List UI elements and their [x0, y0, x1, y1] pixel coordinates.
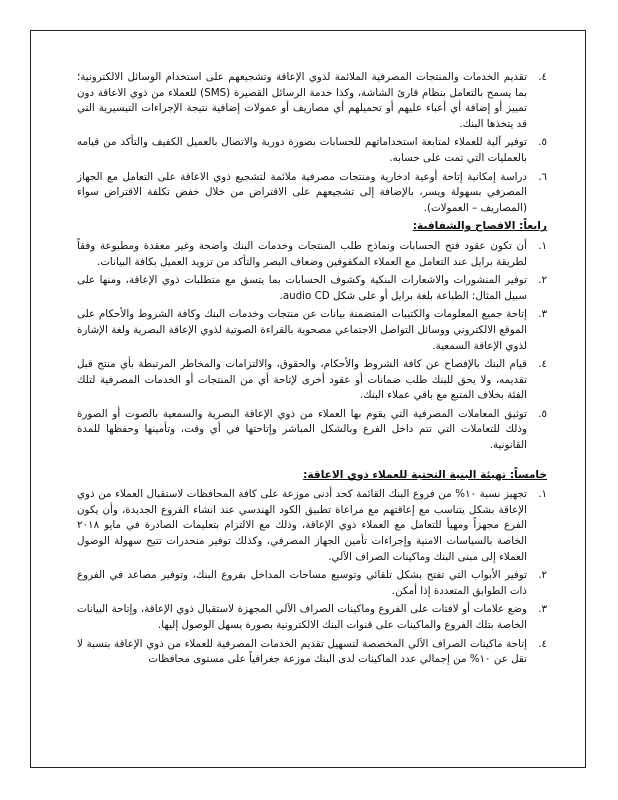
item-number: ٥.: [538, 136, 547, 149]
item-number: ٥.: [538, 407, 547, 420]
list-item: [77, 135, 547, 166]
item-number: ٦.: [538, 170, 547, 183]
item-text: قيام البنك بالإفصاح عن كافة الشروط والأحكام، والحقوق، والالتزامات والمخاطر المرتبطة بأي منتج قبل تقديمه، ولا يحق للبنك طلب ضمانات أو عقود أخرى لإتاحة أي من المنتجات أو الخدمات المصرفية لتلك الفئة بخلاف المتبع مع باقي عملاء البنك.: [77, 358, 527, 402]
item-text: أن تكون عقود فتح الحسابات ونماذج طلب المنتجات وخدمات البنك واضحة وغير معقدة ومطبوعة وفقاً لطريقة برايل عند التعامل مع العملاء المكفوفين وضعاف البصر والتأكد من تزويد العميل بكافة البيانات.: [77, 239, 527, 268]
section-heading-disclosure: رابعاً: الافصاح والشفافية:: [412, 220, 547, 233]
item-text: إتاحة جميع المعلومات والكتيبات المتضمنة بيانات عن منتجات وخدمات البنك وكافة الشروط والأحكام على الموقع الالكتروني ووسائل التواصل الاجتماعي مصحوبة بالقراءة الصوتية لذوي الإعاقة البصرية ولغة الإشارة لذوي الإعاقة السمعية.: [77, 308, 527, 352]
item-text: توفير المنشورات والاشعارات البنكية وكشوف الحسابات بما يتسق مع متطلبات ذوي الإعاقة، ومنها على سبيل المثال: الطباعة بلغة برايل أو على شكل audio CD.: [77, 274, 527, 302]
list-item: [77, 357, 547, 404]
item-number: ٣.: [538, 603, 547, 616]
item-text: دراسة إمكانية إتاحة أوعية ادخارية ومنتجات مصرفية ملائمة لتشجيع ذوي الاعاقة على التعامل مع الجهاز المصرفي بسهولة ويسر، بالإضافة إلى تشجيعهم على الاقتراض من خلال خفض تكلفة الاقتراض سواء (المصاريف – العمولات).: [77, 170, 527, 214]
list-item: [77, 568, 547, 599]
section-heading-infrastructure: خامساً: تهيئة البنية التحتية للعملاء ذوي الاعاقة:: [303, 468, 547, 481]
item-text: إتاحة ماكينات الصراف الآلي المخصصة لتسهيل تقديم الخدمات المصرفية للعملاء من ذوي الإعاقة بنسبة لا تقل عن ١٠% من إجمالي عدد الماكينات لدى البنك موزعة جغرافياً على مستوى محافظات: [77, 637, 527, 666]
item-number: ٤.: [538, 358, 547, 371]
document-body: [77, 70, 547, 671]
item-text: تقديم الخدمات والمنتجات المصرفية الملائمة لذوي الإعاقة وتشجيعهم على استخدام الوسائل الالكترونية؛ بما يسمح بالتعامل بنظام قارئ الشاشة، وكذا خدمة الرسائل القصيرة (SMS) للعملاء من ذوي الاعاقة دون تمييز أو إضافة أي أعباء عليهم أو تحميلهم أي مصاريف أو عمولات إضافية نتيجة الإجراءات التيسيرية التي قد يتخذها البنك.: [77, 71, 527, 130]
item-number: ١.: [538, 488, 547, 501]
item-text: توفير الأبواب التي تفتح بشكل تلقائي وتوسيع مساحات المداخل بفروع البنك، وتوفير مصاعد في الفروع ذات الطوابق المتعددة إذا أمكن.: [77, 569, 527, 597]
item-text: وضع علامات أو لافتات على الفروع وماكينات الصراف الآلي المجهزة لاستقبال ذوي الإعاقة، وإتاحة البيانات الخاصة بتلك الفروع والماكينات على قنوات البنك الالكترونية بصورة يسهل الوصول إليها.: [77, 603, 527, 631]
item-text: توثيق المعاملات المصرفية التي يقوم بها العملاء من ذوي الإعاقة البصرية والسمعية بالصوت أو الصورة وذلك للتعاملات التي تتم داخل الفرع وبالشكل المباشر وإتاحتها في أي وقت، وتأمينها وحفظها للمدة القانونية.: [77, 407, 527, 452]
list-item: [77, 307, 547, 354]
item-text: توفير آلية للعملاء لمتابعة استخداماتهم للحسابات بصورة دورية والاتصال بالعميل الكفيف والتأكد من قيامه بالعمليات التي تمت على حسابه.: [77, 136, 527, 164]
list-item: [77, 273, 547, 304]
list-item: [77, 602, 547, 633]
item-number: ١.: [538, 239, 547, 252]
list-item: [77, 70, 547, 132]
list-item: [77, 637, 547, 668]
list-item: [77, 239, 547, 270]
item-number: ٣.: [538, 308, 547, 321]
item-text: تجهيز نسبة ١٠% من فروع البنك القائمة كحد أدنى موزعة على كافة المحافظات لاستقبال العملاء من ذوي الإعاقة بشكل يتناسب مع إعاقتهم مع مراعاة تطبيق الكود الهندسي عند انشاء الفروع الجديدة، وأن يكون الفرع مجهزاً ومهيأ للتعامل مع العملاء ذوي الإعاقة، وذلك مع الالتزام بتعليمات الصادرة في مايو ٢٠١٨ الخاصة بالسياسات الامنية وإجراءات تأمين الجهاز المصرفي، وكذلك توفير منحدرات تتيح سهولة الوصول العملاء إلى مبنى البنك وماكينات الصراف الآلي.: [77, 488, 527, 563]
item-number: ٢.: [538, 569, 547, 582]
item-number: ٢.: [538, 274, 547, 287]
list-item: [77, 487, 547, 565]
item-number: ٤.: [538, 71, 547, 83]
list-item: [77, 170, 547, 217]
item-number: ٤.: [538, 637, 547, 650]
list-item: [77, 407, 547, 454]
